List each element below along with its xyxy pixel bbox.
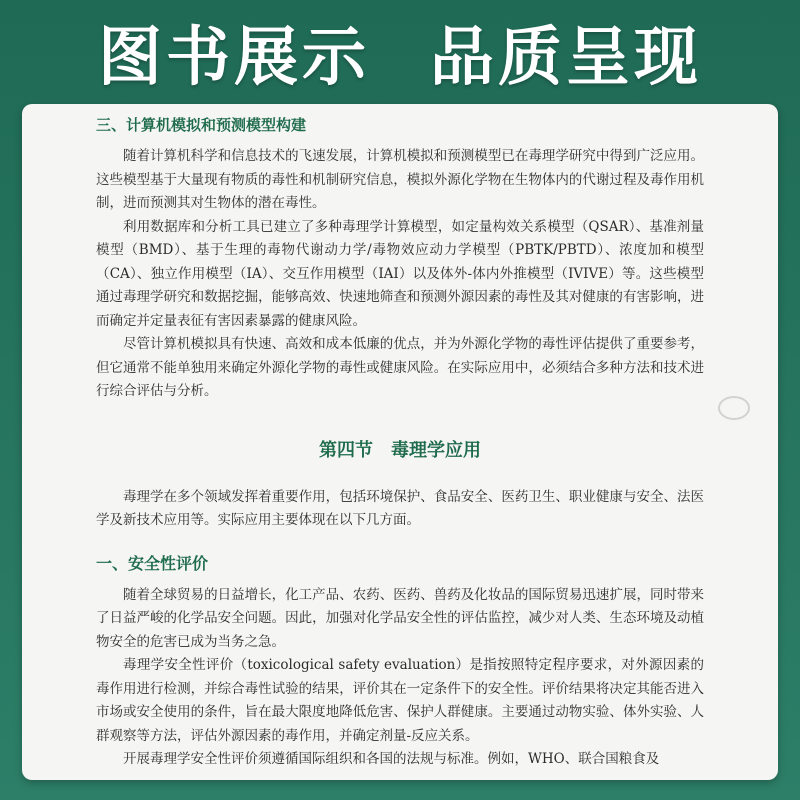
paragraph: 利用数据库和分析工具已建立了多种毒理学计算模型，如定量构效关系模型（QSAR）、基准剂量模型（BMD）、基于生理的毒物代谢动力学/毒物效应动力学模型（PBTK/PBTD）、浓度加和模型（CA）、独立作用模型（IA）、交互作用模型（IAI）以及体外-体内外推模型（IVIVE）等。这些模型通过毒理学研究和数据挖掘，能够高效、快速地筛查和预测外源因素的毒性及其对健康的有害影响，进而确定并定量表征有害因素暴露的健康风险。: [96, 218, 704, 329]
paragraph: 随着计算机科学和信息技术的飞速发展，计算机模拟和预测模型已在毒理学研究中得到广泛应用。这些模型基于大量现有物质的毒性和机制研究信息，模拟外源化学物在生物体内的代谢过程及毒作用机制，进而预测其对生物体的潜在毒性。: [96, 148, 704, 211]
page-content: [96, 114, 704, 772]
banner-text-right: 品质呈现: [430, 21, 702, 95]
book-page: [22, 104, 778, 780]
subsection-heading-computer-models: 三、计算机模拟和预测模型构建: [96, 116, 307, 134]
subsection-heading-safety-evaluation: 一、安全性评价: [96, 553, 209, 573]
paragraph: 开展毒理学安全性评价须遵循国际组织和各国的法规与标准。例如，WHO、联合国粮食及: [123, 751, 660, 767]
promo-banner: [0, 0, 800, 104]
paragraph: 毒理学安全性评价（toxicological safety evaluation）是指按照特定程序要求，对外源因素的毒作用进行检测，并综合毒性试验的结果，评价其在一定条件下的安全性。评价结果将决定其能否进入市场或安全使用的条件，旨在最大限度地降低危害、保护人群健康。主要通过动物实验、体外实验、人群观察等方法，评估外源因素的毒作用，并确定剂量-反应关系。: [96, 657, 704, 744]
paragraph: 毒理学在多个领域发挥着重要作用，包括环境保护、食品安全、医药卫生、职业健康与安全、法医学及新技术应用等。实际应用主要体现在以下几方面。: [96, 488, 704, 528]
section-title: 第四节 毒理学应用: [319, 439, 481, 461]
paragraph: 随着全球贸易的日益增长，化工产品、农药、医药、兽药及化妆品的国际贸易迅速扩展，同时带来了日益严峻的化学品安全问题。因此，加强对化学品安全性的评估监控，减少对人类、生态环境及动植物安全的危害已成为当务之急。: [96, 586, 704, 650]
banner-text-left: 图书展示: [98, 21, 370, 95]
watermark-stamp-icon: [718, 396, 750, 420]
paragraph: 尽管计算机模拟具有快速、高效和成本低廉的优点，并为外源化学物的毒性评估提供了重要参考，但它通常不能单独用来确定外源化学物的毒性或健康风险。在实际应用中，必须结合多种方法和技术进行综合评估与分析。: [96, 336, 704, 399]
